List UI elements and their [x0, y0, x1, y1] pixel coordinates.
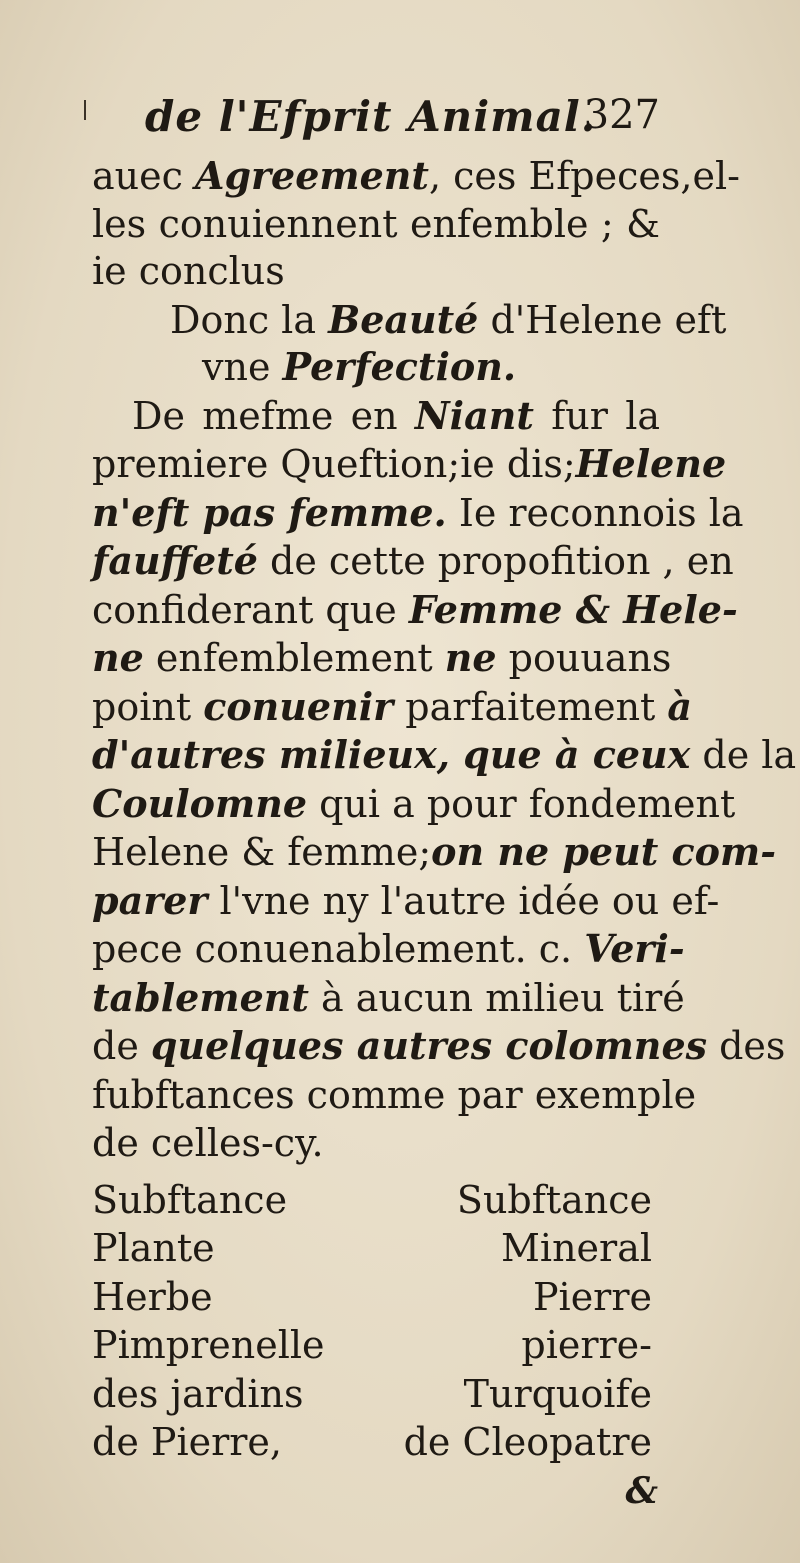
text-run: de la	[690, 733, 797, 777]
text-run: fur la	[533, 394, 661, 438]
text-line	[92, 925, 685, 973]
column-right-item: Turquoife	[463, 1372, 652, 1416]
text-run: pece conuenablement. c.	[92, 927, 585, 971]
column-left-item: Plante	[92, 1226, 215, 1270]
italic-run: on ne peut com-	[431, 829, 776, 874]
text-run: point	[92, 685, 204, 729]
text-run: Ie reconnois la	[446, 491, 744, 535]
text-run: à aucun milieu tiré	[308, 976, 685, 1020]
column-right-item: Pierre	[532, 1275, 652, 1319]
text-line	[92, 152, 740, 200]
running-title: de l'Efprit Animal.	[145, 92, 597, 141]
text-run: confiderant que	[92, 588, 409, 632]
text-run: de celles-cy.	[92, 1121, 324, 1165]
text-line	[92, 489, 744, 537]
italic-run: ne	[444, 635, 497, 680]
text-run: Donc la	[170, 298, 329, 342]
italic-run: conuenir	[203, 684, 394, 729]
column-right-item: Subftance	[456, 1178, 652, 1222]
italic-run: à	[667, 684, 693, 729]
column-left-item: Subftance	[92, 1178, 288, 1222]
italic-run: Femme & Hele-	[408, 587, 738, 632]
text-run: Helene & femme;	[92, 830, 432, 874]
text-line	[92, 974, 685, 1022]
text-line	[132, 392, 660, 440]
column-right-item: pierre-	[521, 1323, 652, 1367]
text-run: De mefme en	[132, 394, 415, 438]
text-line	[92, 200, 660, 248]
text-run: de	[92, 1024, 151, 1068]
italic-run: Coulomne	[92, 781, 308, 826]
text-run: l'vne ny l'autre idée ou ef-	[207, 879, 720, 923]
italic-run: d'autres milieux, que à ceux	[92, 732, 691, 777]
italic-run: n'eft pas femme.	[92, 490, 447, 535]
text-run: d'Helene eft	[478, 298, 727, 342]
text-line	[92, 634, 672, 682]
text-run: des	[707, 1024, 786, 1068]
text-line	[92, 440, 727, 488]
text-run: ie conclus	[92, 249, 285, 293]
text-line	[92, 828, 776, 876]
column-left-item: Herbe	[92, 1275, 213, 1319]
italic-run: Beauté	[328, 297, 479, 342]
column-left-item: des jardins	[92, 1372, 304, 1416]
italic-run: Helene	[575, 441, 727, 486]
italic-run: parer	[92, 878, 208, 923]
text-line	[92, 877, 720, 925]
column-right-item: Mineral	[501, 1226, 652, 1270]
text-line	[202, 343, 516, 391]
text-run: vne	[202, 345, 283, 389]
text-line	[92, 586, 738, 634]
text-run: parfaitement	[393, 685, 668, 729]
text-line	[92, 537, 734, 585]
text-line	[170, 296, 726, 344]
text-line	[92, 683, 693, 731]
text-run: , ces Efpeces,el-	[428, 154, 740, 198]
catchword: &	[625, 1470, 658, 1512]
text-run: les conuiennent enfemble ; &	[92, 202, 660, 246]
italic-run: tablement	[92, 975, 309, 1020]
italic-run: quelques autres colomnes	[150, 1023, 708, 1068]
italic-run: Agreement	[194, 153, 429, 198]
text-run: de cette propofition , en	[257, 539, 734, 583]
text-line	[92, 247, 285, 295]
text-run: auec	[92, 154, 195, 198]
text-run: pouuans	[496, 636, 672, 680]
text-line	[92, 731, 797, 779]
text-line	[92, 1119, 324, 1167]
page-number: 327	[583, 92, 660, 138]
italic-run: Veri-	[584, 926, 685, 971]
text-line	[92, 1022, 786, 1070]
text-run: qui a pour fondement	[307, 782, 736, 826]
text-run: enfemblement	[143, 636, 445, 680]
text-run: fubftances comme par exemple	[92, 1073, 697, 1117]
margin-mark	[84, 100, 86, 120]
running-header	[145, 92, 660, 148]
column-left-item: Pimprenelle	[92, 1323, 325, 1367]
text-line	[92, 1071, 697, 1119]
text-line	[92, 780, 736, 828]
column-left-item: de Pierre,	[92, 1420, 282, 1464]
italic-run: ne	[92, 635, 144, 680]
text-run: premiere Queftion;ie dis;	[92, 442, 576, 486]
italic-run: Perfection.	[282, 344, 517, 389]
italic-run: fauffeté	[92, 538, 258, 583]
column-right-item: de Cleopatre	[403, 1420, 652, 1464]
italic-run: Niant	[414, 393, 534, 438]
